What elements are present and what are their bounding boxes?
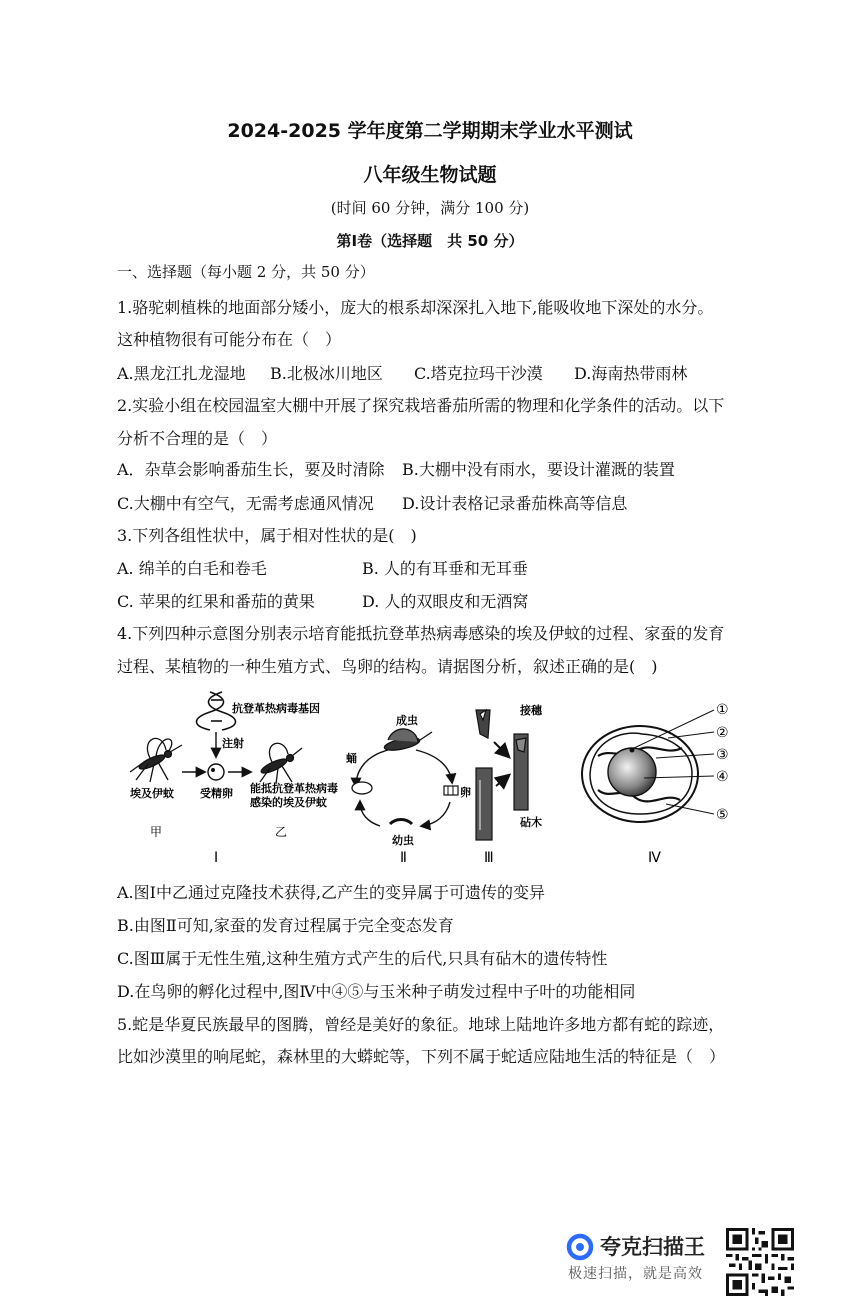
larva-icon: [390, 820, 412, 825]
adult-label: 成虫: [396, 714, 418, 727]
yolk-icon: [608, 748, 656, 796]
grafted-plant-icon: [514, 734, 528, 810]
question-4-line-2: 过程、某植物的一种生殖方式、鸟卵的结构。请据图分析，叙述正确的是( ): [117, 657, 658, 676]
scion-icon: [476, 710, 490, 738]
mosquito-label: 埃及伊蚊: [130, 787, 174, 800]
question-5-line-2: 比如沙漠里的响尾蛇，森林里的大蟒蛇等，下列不属于蛇适应陆地生活的特征是（ ）: [117, 1047, 726, 1066]
fertilized-egg-icon: [208, 764, 224, 780]
roman-2: Ⅱ: [400, 850, 407, 866]
question-2-option-b: B.大棚中没有雨水，要设计灌溉的装置: [402, 460, 675, 479]
question-2-option-a: A．杂草会影响番茄生长，要及时清除: [117, 460, 385, 479]
resistant-mosquito-icon: [260, 743, 302, 784]
question-4-option-a: A.图Ⅰ中乙通过克隆技术获得,乙产生的变异属于可遗传的变异: [117, 883, 546, 902]
question-1-option-d: D.海南热带雨林: [574, 364, 688, 383]
question-2-line-2: 分析不合理的是（ ）: [117, 429, 278, 448]
pupa-icon: [352, 782, 372, 794]
question-4-line-1: 4.下列四种示意图分别表示培育能抵抗登革热病毒感染的埃及伊蚊的过程、家蚕的发育: [117, 624, 725, 643]
brand-slogan: 极速扫描，就是高效: [568, 1266, 703, 1282]
stock-icon: [476, 768, 492, 840]
inject-label: 注射: [222, 737, 244, 750]
qr-code-icon: [726, 1228, 794, 1296]
question-2-option-d: D.设计表格记录番茄株高等信息: [402, 494, 628, 513]
question-1-line-2: 这种植物很有可能分布在（ ）: [117, 330, 342, 349]
panel-1-transgenic-mosquito: [130, 692, 338, 866]
question-4-option-b: B.由图Ⅱ可知,家蚕的发育过程属于完全变态发育: [117, 916, 454, 935]
part-4-label: ④: [716, 769, 729, 785]
question-3-option-a: A. 绵羊的白毛和卷毛: [117, 559, 267, 578]
part-1-label: ①: [716, 702, 729, 718]
exam-title: 2024-2025 学年度第二学期期末学业水平测试: [227, 120, 633, 142]
question-2-option-c: C.大棚中有空气，无需考虑通风情况: [117, 494, 374, 513]
question-3-line-1: 3.下列各组性状中，属于相对性状的是( ): [117, 526, 417, 545]
roman-4: Ⅳ: [648, 850, 661, 866]
section-label: 一、选择题（每小题 2 分，共 50 分）: [117, 263, 375, 281]
question-3-option-b: B. 人的有耳垂和无耳垂: [362, 559, 528, 578]
result-label-2: 感染的埃及伊蚊: [250, 796, 327, 809]
gene-label: 抗登革热病毒基因: [232, 702, 320, 715]
question-3-option-d: D. 人的双眼皮和无酒窝: [362, 592, 529, 611]
part-2-label: ②: [716, 725, 729, 741]
panel-2-silkworm-cycle: [346, 713, 471, 866]
panel-label-jia: 甲: [150, 825, 163, 839]
question-1-option-c: C.塔克拉玛干沙漠: [414, 364, 543, 383]
quark-logo-icon: [566, 1233, 594, 1261]
question-5-line-1: 5.蛇是华夏民族最早的图腾，曾经是美好的象征。地球上陆地许多地方都有蛇的踪迹，: [117, 1015, 725, 1034]
brand-name: 夸克扫描王: [600, 1235, 705, 1259]
larva-label: 幼虫: [392, 834, 414, 847]
dna-helix-icon: [197, 692, 236, 730]
question-2-line-1: 2.实验小组在校园温室大棚中开展了探究栽培番茄所需的物理和化学条件的活动。以下: [117, 396, 725, 415]
egg-label: 受精卵: [200, 787, 233, 800]
result-label-1: 能抵抗登革热病毒: [250, 782, 338, 795]
panel-label-yi: 乙: [275, 825, 288, 839]
panel-4-bird-egg: [582, 702, 729, 866]
exam-time-info: (时间 60 分钟，满分 100 分): [330, 199, 530, 217]
question-4-option-d: D.在鸟卵的孵化过程中,图Ⅳ中④⑤与玉米种子萌发过程中子叶的功能相同: [117, 982, 636, 1001]
part-3-label: ③: [716, 747, 729, 763]
roman-1: Ⅰ: [214, 850, 219, 866]
question-4-option-c: C.图Ⅲ属于无性生殖,这种生殖方式产生的后代,只具有砧木的遗传特性: [117, 949, 608, 968]
panel-3-grafting: [476, 703, 543, 866]
question-4-figure: [110, 690, 750, 870]
roman-3: Ⅲ: [484, 850, 494, 866]
part-title: 第Ⅰ卷（选择题 共 50 分）: [336, 232, 524, 250]
question-1-line-1: 1.骆驼刺植株的地面部分矮小，庞大的根系却深深扎入地下,能吸收地下深处的水分。: [117, 298, 714, 317]
question-1-option-b: B.北极冰川地区: [270, 364, 383, 383]
question-1-option-a: A.黑龙江扎龙湿地: [117, 364, 246, 383]
scion-label: 接穗: [520, 704, 542, 717]
egg-cluster-icon: [444, 786, 458, 795]
adult-moth-icon: [383, 729, 432, 753]
stock-label: 砧木: [520, 816, 542, 829]
egg2-label: 卵: [460, 786, 471, 799]
scanner-brand: [566, 1229, 726, 1285]
question-3-option-c: C. 苹果的红果和番茄的黄果: [117, 592, 315, 611]
part-5-label: ⑤: [716, 807, 729, 823]
pupa-label: 蛹: [346, 752, 357, 765]
mosquito-icon: [130, 738, 182, 782]
exam-subtitle: 八年级生物试题: [363, 164, 497, 186]
